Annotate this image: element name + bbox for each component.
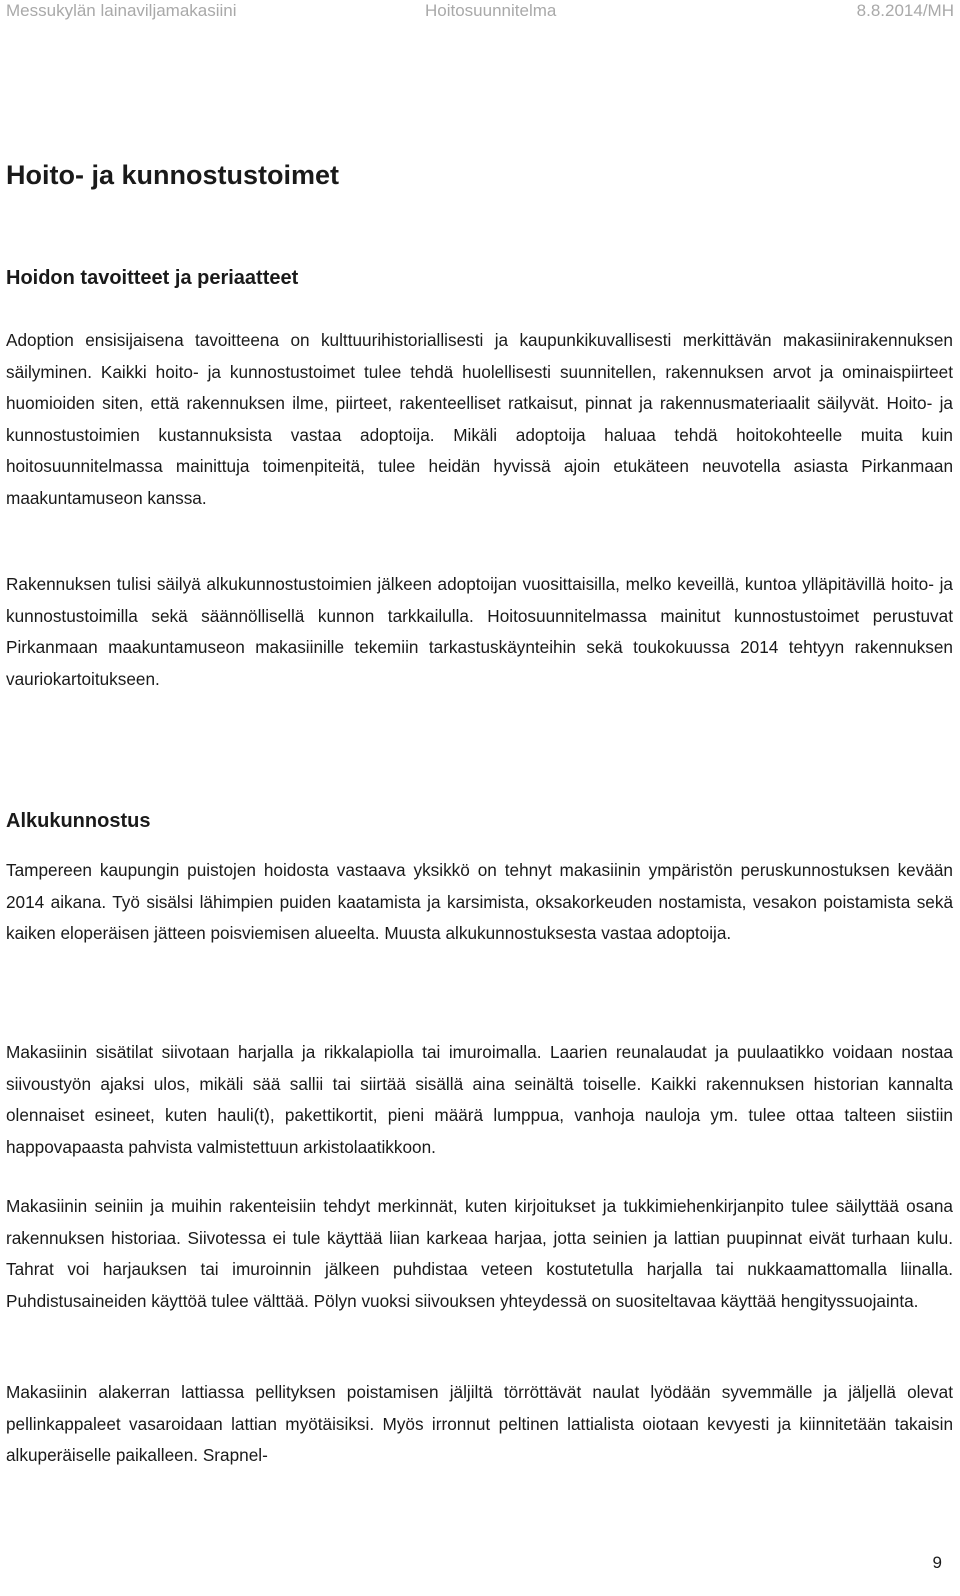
header-document-name: Messukylän lainaviljamakasiini (6, 1, 237, 20)
page-header (0, 0, 960, 26)
header-date-author: 8.8.2014/MH (856, 1, 954, 20)
section-heading-initial-repair: Alkukunnostus (6, 810, 151, 832)
paragraph: Makasiinin alakerran lattiassa pellityksen poistamisen jäljiltä törröttävät naulat lyödään syvemmälle ja jäljellä olevat pellinkappaleet vasaroidaan lattian myötäisiksi. Myös irronnut peltinen lattialista oiotaan kevyesti ja kiinnitetään takaisin alkuperäiselle paikalleen. Srapnel- (6, 1382, 953, 1465)
paragraph: Makasiinin sisätilat siivotaan harjalla ja rikkalapiolla tai imuroimalla. Laarien reunalaudat ja puulaatikko voidaan nostaa siivoustyön ajaksi ulos, mikäli sää sallii tai siirtää sisällä aina seinältä toiselle. Kaikki rakennuksen historian kannalta olennaiset esineet, kuten hauli(t), pakettikortit, pieni määrä lumppua, vanhoja nauloja ym. tulee ottaa talteen siistiin happovapaasta pahvista valmistettuun arkistolaatikkoon. (6, 1042, 953, 1157)
header-document-type: Hoitosuunnitelma (425, 1, 557, 20)
paragraph: Adoption ensisijaisena tavoitteena on kulttuurihistoriallisesti ja kaupunkikuvallisesti merkittävän makasiinirakennuksen säilyminen. Kaikki hoito- ja kunnostustoimet tulee tehdä huolellisesti suunnitellen, rakennuksen arvot ja ominaispiirteet huomioiden siten, että rakennuksen ilme, piirteet, rakenteelliset ratkaisut, pinnat ja rakennusmateriaalit säilyvät. Hoito- ja kunnostustoimien kustannuksista vastaa adoptoija. Mikäli adoptoija haluaa tehdä hoitokohteelle muita kuin hoitosuunnitelmassa mainittuja toimenpiteitä, tulee heidän hyvissä ajoin etukäteen neuvotella asiasta Pirkanmaan maakuntamuseon kanssa. (6, 330, 953, 508)
paragraph: Tampereen kaupungin puistojen hoidosta vastaava yksikkö on tehnyt makasiinin ympäristön peruskunnostuksen kevään 2014 aikana. Työ sisälsi lähimpien puiden kaatamista ja karsimista, oksakorkeuden nostamista, vesakon poistamista sekä kaiken eloperäisen jätteen poisviemisen alueelta. Muusta alkukunnostuksesta vastaa adoptoija. (6, 860, 953, 943)
page-number: 9 (932, 1553, 942, 1572)
section-heading-goals: Hoidon tavoitteet ja periaatteet (6, 267, 299, 289)
paragraph: Makasiinin seiniin ja muihin rakenteisiin tehdyt merkinnät, kuten kirjoitukset ja tukkimiehenkirjanpito tulee säilyttää osana rakennuksen historiaa. Siivotessa ei tule käyttää liian karkeaa harjaa, jotta seinien ja lattian puupinnat eivät turhaan kulu. Tahrat voi harjauksen tai imuroinnin jälkeen puhdistaa veteen kostutetulla harjalla tai nukkaamattomalla liinalla. Puhdistusaineiden käyttöä tulee välttää. Pölyn vuoksi siivouksen yhteydessä on suositeltavaa käyttää hengityssuojainta. (6, 1196, 953, 1311)
page-title: Hoito- ja kunnostustoimet (6, 160, 339, 190)
paragraph: Rakennuksen tulisi säilyä alkukunnostustoimien jälkeen adoptoijan vuosittaisilla, melko keveillä, kuntoa ylläpitävillä hoito- ja kunnostustoimilla sekä säännöllisellä kunnon tarkkailulla. Hoitosuunnitelmassa mainitut kunnostustoimet perustuvat Pirkanmaan maakuntamuseon makasiinille tekemiin tarkastuskäynteihin sekä toukokuussa 2014 tehtyyn rakennuksen vauriokartoitukseen. (6, 574, 953, 689)
